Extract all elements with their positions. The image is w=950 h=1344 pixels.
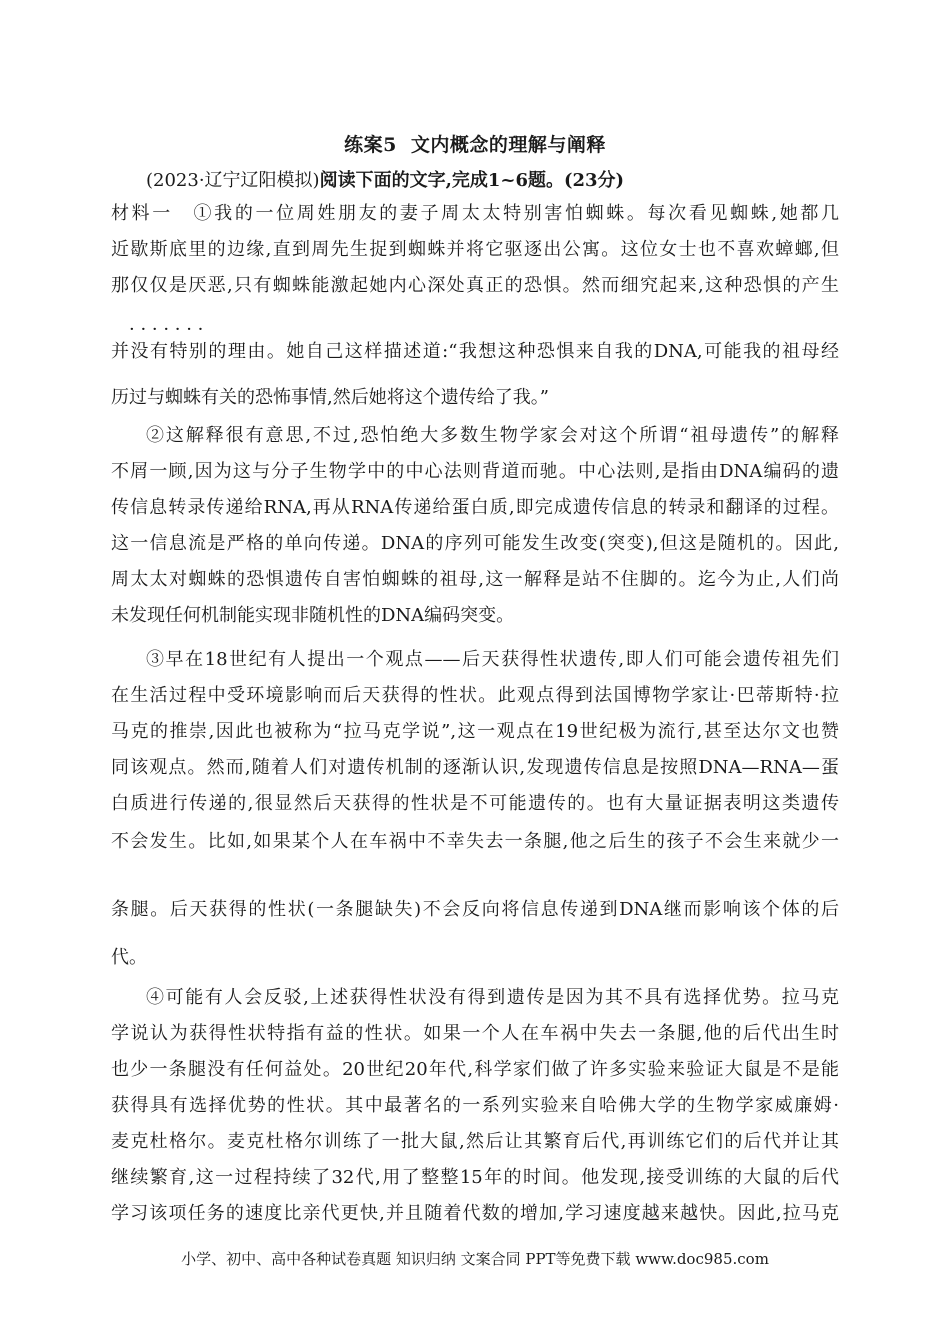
text-line-23: 获得具有选择优势的性状。其中最著名的一系列实验来自哈佛大学的生物学家威廉姆·: [111, 1095, 839, 1116]
text-line-11: 未发现任何机制能实现非随机性的DNA编码突变。: [111, 605, 515, 626]
text-line-3: 那仅仅是厌恶,只有蜘蛛能激起她内心深处真正的恐惧。然而细究起来,这种恐惧的产生: [111, 275, 839, 296]
text-line-13: 在生活过程中受环境影响而后天获得的性状。此观点得到法国博物学家让·巴蒂斯特·拉: [111, 685, 839, 706]
page-footer: 小学、初中、高中各种试卷真题 知识归纳 文案合同 PPT等免费下载 www.doc985.com: [181, 1250, 769, 1268]
text-line-25: 继续繁育,这一过程持续了32代,用了整整15年的时间。他发现,接受训练的大鼠的后代: [111, 1167, 839, 1188]
text-line-15: 同该观点。然而,随着人们对遗传机制的逐渐认识,发现遗传信息是按照DNA—RNA—蛋: [111, 757, 839, 778]
text-line-2: 近歇斯底里的边缘,直到周先生捉到蜘蛛并将它驱逐出公寓。这位女士也不喜欢蟑螂,但: [111, 239, 839, 260]
text-line-14: 马克的推崇,因此也被称为“拉马克学说”,这一观点在19世纪极为流行,甚至达尔文也赞: [111, 721, 839, 742]
question-source: (2023·辽宁辽阳模拟): [146, 170, 320, 191]
text-line-8: 传信息转录传递给RNA,再从RNA传递给蛋白质,即完成遗传信息的转录和翻译的过程。: [111, 497, 839, 518]
text-line-22: 也少一条腿没有任何益处。20世纪20年代,科学家们做了许多实验来验证大鼠是不是能: [111, 1059, 839, 1080]
exercise-title: [0, 130, 950, 157]
text-line-17: 不会发生。比如,如果某个人在车祸中不幸失去一条腿,他之后生的孩子不会生来就少一: [111, 831, 839, 852]
text-line-6: ②这解释很有意思,不过,恐怕绝大多数生物学家会对这个所谓“祖母遗传”的解释: [146, 425, 839, 446]
text-line-1: 材料一 ①我的一位周姓朋友的妻子周太太特别害怕蜘蛛。每次看见蜘蛛,她都几: [111, 203, 839, 224]
text-line-24: 麦克杜格尔。麦克杜格尔训练了一批大鼠,然后让其繁育后代,再训练它们的后代并让其: [111, 1131, 839, 1152]
exercise-number: 练案5: [344, 134, 397, 156]
text-line-26: 学习该项任务的速度比亲代更快,并且随着代数的增加,学习速度越来越快。因此,拉马克: [111, 1203, 839, 1224]
exercise-topic: 文内概念的理解与阐释: [410, 134, 606, 156]
question-instruction: 阅读下面的文字,完成1~6题。(23分): [319, 170, 625, 191]
text-line-16: 白质进行传递的,很显然后天获得的性状是不可能遗传的。也有大量证据表明这类遗传: [111, 793, 839, 814]
question-intro: [146, 166, 624, 192]
text-line-7: 不屑一顾,因为这与分子生物学中的中心法则背道而驰。中心法则,是指由DNA编码的遗: [111, 461, 839, 482]
text-line-5: 历过与蜘蛛有关的恐怖事情,然后她将这个遗传给了我。”: [111, 387, 549, 408]
text-line-19: 代。: [111, 947, 147, 968]
text-line-21: 学说认为获得性状特指有益的性状。如果一个人在车祸中失去一条腿,他的后代出生时: [111, 1023, 839, 1044]
text-line-4: · · · 并没有特别的理由。她自己这样描述道:“我想这种恐惧来自我的DNA,可能我的祖母经: [111, 340, 839, 364]
text-line-20: ④可能有人会反驳,上述获得性状没有得到遗传是因为其不具有选择优势。拉马克: [146, 987, 839, 1008]
text-line-18: 条腿。后天获得的性状(一条腿缺失)不会反向将信息传递到DNA继而影响该个体的后: [111, 899, 839, 920]
text-line-10: 周太太对蜘蛛的恐惧遗传自害怕蜘蛛的祖母,这一解释是站不住脚的。迄今为止,人们尚: [111, 569, 839, 590]
text-line-12: ③早在18世纪有人提出一个观点——后天获得性状遗传,即人们可能会遗传祖先们: [146, 649, 839, 670]
text-line-9: 这一信息流是严格的单向传递。DNA的序列可能发生改变(突变),但这是随机的。因此,: [111, 533, 839, 554]
